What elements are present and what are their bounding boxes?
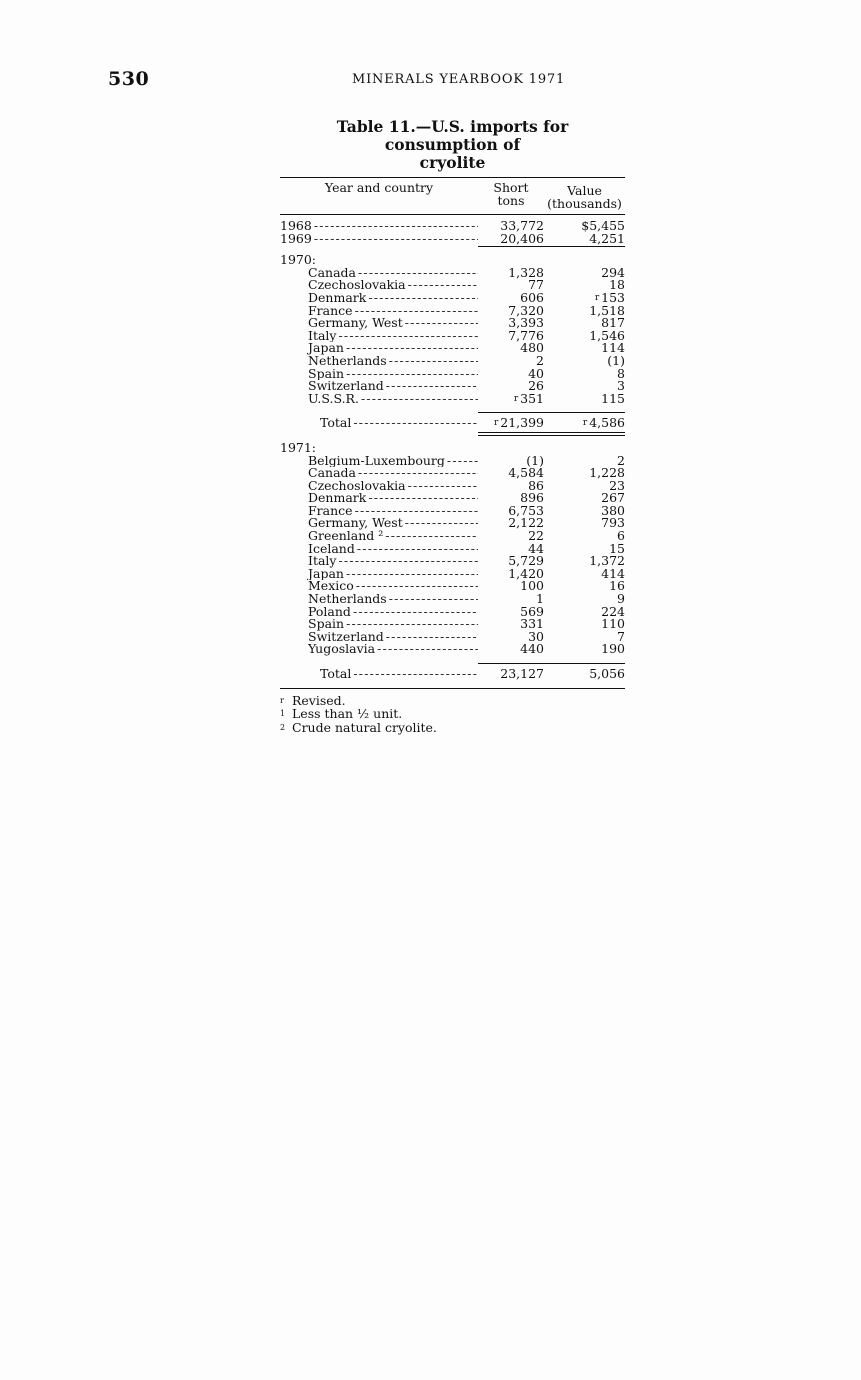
row-country: Czechoslovakia	[308, 479, 406, 493]
row-country: Italy	[308, 555, 337, 568]
row-tons: 20,406	[500, 230, 544, 246]
row-tons-value: 1	[536, 591, 544, 607]
table-row-1968	[280, 220, 625, 233]
row-tons-value: 331	[520, 616, 544, 632]
row-value-value: 3	[617, 378, 625, 394]
row-value-value: 110	[601, 616, 625, 632]
table-row	[280, 618, 625, 631]
row-value	[544, 643, 625, 656]
group-heading-1971: 1971:	[280, 439, 317, 455]
row-tons-value: 351	[520, 390, 544, 406]
revised-mark: r	[493, 418, 499, 429]
footnote-symbol: r	[280, 695, 284, 705]
row-value-value: 114	[601, 340, 625, 356]
revised-mark: r	[513, 393, 519, 404]
row-country: Japan	[308, 342, 344, 355]
table-row	[280, 380, 625, 393]
running-head: MINERALS YEARBOOK 1971	[352, 72, 566, 87]
table-row-1969	[280, 230, 625, 246]
row-country: Canada	[308, 467, 356, 480]
row-tons-value: 4,584	[508, 465, 544, 481]
row-country: Netherlands	[308, 593, 387, 606]
table-row	[280, 477, 625, 493]
row-value-value: 2	[617, 452, 625, 468]
row-value-value: 115	[601, 390, 625, 406]
row-value-value: 224	[601, 603, 625, 619]
row-tons-value: 26	[528, 378, 544, 394]
row-country: Italy	[308, 329, 337, 343]
row-tons-value: 100	[520, 578, 544, 594]
row-value	[544, 580, 625, 593]
total-label: Total	[320, 417, 352, 430]
table-row	[280, 327, 625, 343]
revised-mark: r	[594, 292, 600, 303]
table-row	[280, 555, 625, 568]
total-tons-1971: 23,127	[500, 666, 544, 681]
row-tons-value: 606	[520, 289, 544, 305]
total-value-value: 4,586	[589, 415, 625, 431]
row-country: France	[308, 504, 353, 518]
footnote-text: Crude natural cryolite.	[292, 719, 437, 735]
row-tons-value: 77	[528, 277, 544, 293]
row-value-value: 18	[609, 277, 625, 293]
row-tons-value: (1)	[526, 452, 544, 468]
row-tons-value: 5,729	[508, 553, 544, 569]
row-value	[544, 352, 625, 368]
row-value-value: 7	[617, 628, 625, 644]
column-header-value-line-2: (thousands)	[547, 196, 622, 211]
row-country: Spain	[308, 367, 345, 381]
cryolite-imports-table	[280, 118, 625, 734]
row-tons-value: 40	[528, 365, 544, 381]
row-tons-value: 86	[528, 477, 544, 493]
table-row	[280, 628, 625, 644]
row-country: France	[308, 304, 353, 318]
row-country: Czechoslovakia	[308, 279, 406, 292]
column-header-value	[544, 181, 625, 210]
footnote-text: Less than ½ unit.	[292, 706, 403, 722]
table-row	[280, 492, 625, 505]
row-country: Canada	[308, 266, 356, 280]
table-row	[280, 467, 625, 480]
table-bottom-rule	[280, 688, 625, 689]
row-country: Mexico	[308, 580, 354, 594]
row-tons	[478, 342, 544, 355]
row-country: Belgium-Luxembourg	[308, 454, 445, 468]
row-value	[544, 618, 625, 631]
table-row	[280, 317, 625, 330]
row-country: Denmark	[308, 291, 367, 305]
table-row	[280, 289, 625, 305]
row-tons-value: 896	[520, 490, 544, 506]
row-value-value: 1,518	[589, 302, 625, 318]
table-row	[280, 502, 625, 518]
row-value-value: 16	[609, 578, 625, 594]
row-value-value: 793	[601, 515, 625, 531]
table-row	[280, 565, 625, 581]
row-country: Yugoslavia	[308, 643, 376, 656]
row-value-value: 1,372	[589, 553, 625, 569]
table-row	[280, 643, 625, 656]
total-label: Total	[320, 668, 352, 681]
table-row	[280, 352, 625, 368]
row-value-value: 23	[609, 477, 625, 493]
row-country: Germany, West	[308, 517, 403, 531]
row-country: Spain	[308, 618, 345, 631]
footnote	[280, 694, 625, 708]
table-header	[280, 177, 625, 215]
row-value-value: 414	[601, 565, 625, 581]
table-title	[280, 118, 625, 172]
column-header-short-tons-line-1: Short	[493, 180, 529, 195]
row-tons-value: 569	[520, 603, 544, 619]
footnotes	[280, 694, 625, 735]
column-header-short-tons-line-2: tons	[497, 193, 525, 208]
table-row	[280, 279, 625, 292]
table-row	[280, 530, 625, 543]
row-value-value: 267	[601, 490, 625, 506]
footnote	[280, 707, 625, 721]
row-value: 4,251	[589, 230, 625, 246]
row-tons	[478, 390, 544, 406]
row-value-value: 9	[617, 591, 625, 607]
revised-mark: r	[582, 418, 588, 429]
row-tons	[478, 643, 544, 656]
table-row	[280, 540, 625, 556]
table-row	[280, 264, 625, 280]
group-heading-1970: 1970:	[280, 252, 317, 268]
row-value	[544, 517, 625, 530]
row-tons-value: 1,328	[508, 264, 544, 280]
total-value-1970	[544, 417, 625, 430]
column-header-short-tons	[478, 181, 544, 207]
row-value-value: 190	[601, 641, 625, 657]
footnote	[280, 721, 625, 735]
row-label: 1969	[280, 232, 312, 246]
table-row	[280, 342, 625, 355]
row-value-value: 8	[617, 365, 625, 381]
table-row	[280, 302, 625, 318]
row-tons-value: 7,776	[508, 327, 544, 343]
row-tons-value: 2,122	[508, 515, 544, 531]
table-row	[280, 452, 625, 468]
row-tons: 33,772	[500, 218, 544, 233]
row-value-value: (1)	[607, 352, 625, 368]
row-value: $5,455	[581, 218, 625, 233]
table-row-total-1970	[280, 417, 625, 430]
row-country: Iceland	[308, 542, 355, 556]
footnote-symbol: 2	[280, 722, 286, 732]
row-tons-value: 440	[520, 641, 544, 657]
rows-1970	[280, 264, 625, 406]
row-value	[544, 390, 625, 406]
column-header-value-line-1: Value	[567, 183, 602, 198]
row-country: Greenland ²	[308, 530, 384, 543]
table-row-total-1971	[280, 668, 625, 681]
table-row	[280, 390, 625, 406]
row-tons-value: 3,393	[508, 315, 544, 331]
row-value-value: 15	[609, 540, 625, 556]
row-value-value: 1,228	[589, 465, 625, 481]
table-row	[280, 593, 625, 606]
row-value	[544, 365, 625, 381]
column-header-year-country: Year and country	[324, 180, 434, 195]
row-country: Poland	[308, 605, 351, 619]
page-number: 530	[108, 68, 150, 90]
table-row	[280, 580, 625, 593]
row-country: Netherlands	[308, 354, 387, 368]
row-value-value: 294	[601, 264, 625, 280]
table-row	[280, 517, 625, 530]
total-value-1971: 5,056	[589, 666, 625, 681]
row-tons-value: 7,320	[508, 302, 544, 318]
row-country: Germany, West	[308, 317, 403, 330]
row-value-value: 380	[601, 502, 625, 518]
footnote-text: Revised.	[292, 692, 346, 708]
table-title-line-2: cryolite	[419, 153, 486, 172]
row-country: Denmark	[308, 492, 367, 505]
row-value-value: 1,546	[589, 327, 625, 343]
table-row	[280, 365, 625, 381]
total-tons-value: 21,399	[500, 415, 544, 431]
row-tons-value: 2	[536, 352, 544, 368]
row-value-value: 817	[601, 315, 625, 331]
row-value-value: 153	[601, 289, 625, 305]
row-tons-value: 22	[528, 528, 544, 544]
total-tons-1970	[478, 417, 544, 430]
row-country: Switzerland	[308, 630, 384, 644]
table-title-line-1: Table 11.—U.S. imports for consumption of	[336, 117, 569, 154]
table-row	[280, 603, 625, 619]
row-country: Japan	[308, 567, 344, 581]
row-tons	[478, 580, 544, 593]
row-tons-value: 6,753	[508, 502, 544, 518]
row-country: Switzerland	[308, 380, 384, 393]
footnote-symbol: 1	[280, 709, 286, 719]
row-value-value: 6	[617, 528, 625, 544]
row-tons-value: 480	[520, 340, 544, 356]
row-tons-value: 30	[528, 628, 544, 644]
row-label: 1968	[280, 220, 312, 233]
row-tons-value: 44	[528, 540, 544, 556]
rows-1971	[280, 452, 625, 657]
row-country: U.S.S.R.	[308, 392, 359, 406]
row-tons-value: 1,420	[508, 565, 544, 581]
